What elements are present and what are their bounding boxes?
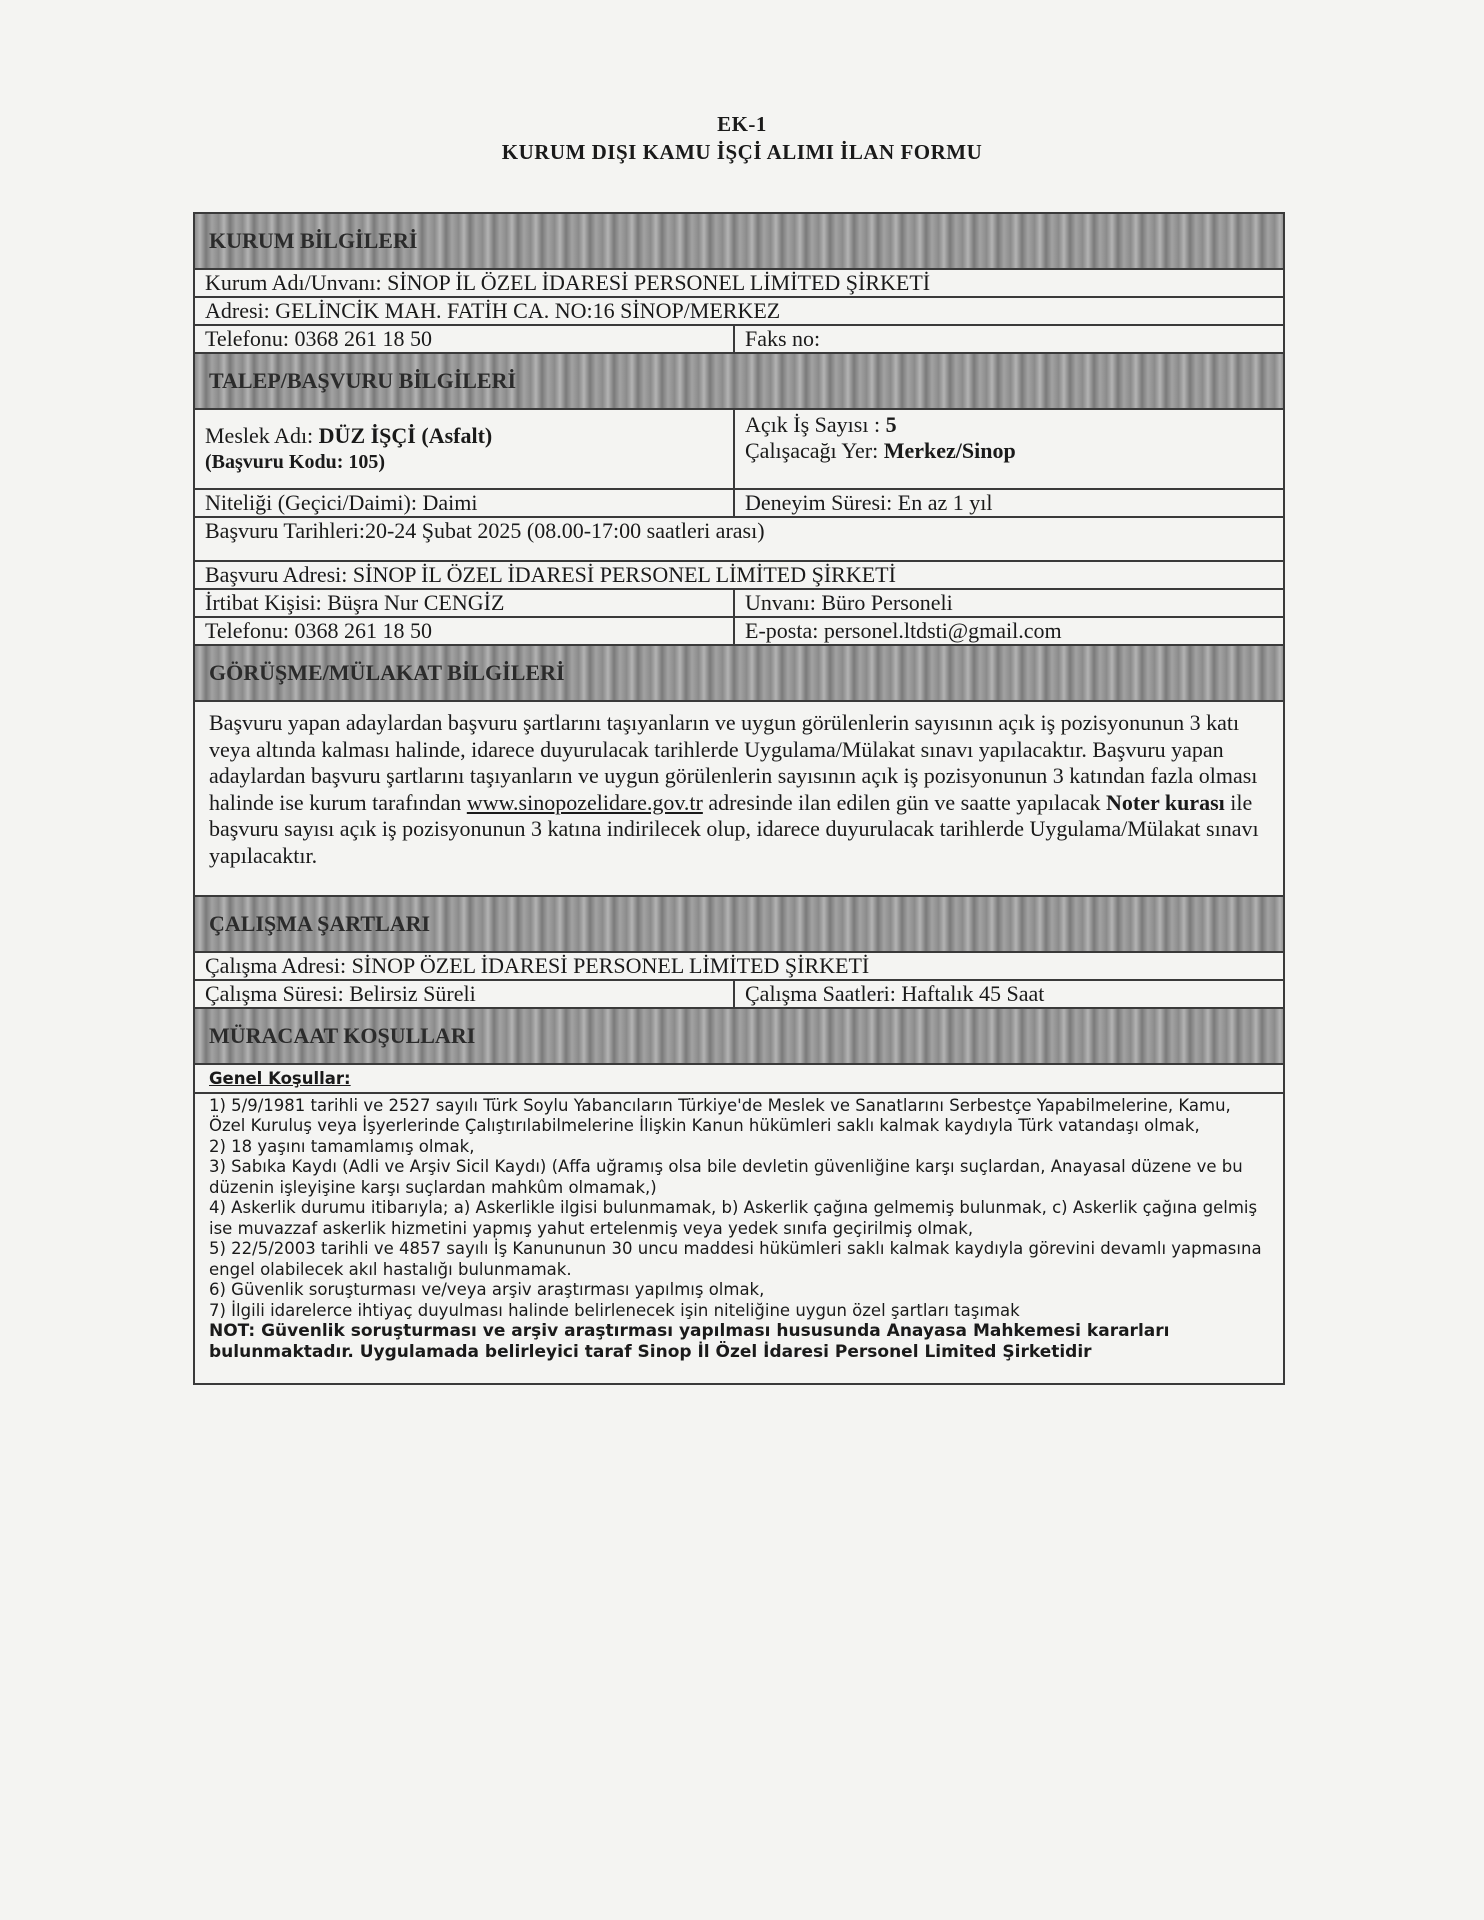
form-title: KURUM DIŞI KAMU İŞÇİ ALIMI İLAN FORMU bbox=[501, 140, 983, 164]
page-header bbox=[0, 110, 1484, 166]
yer-label: Çalışacağı Yer: bbox=[745, 438, 884, 463]
meslek-value: DÜZ İŞÇİ (Asfalt) bbox=[318, 423, 493, 448]
calisma-adres-row bbox=[195, 953, 1283, 981]
website-link[interactable]: www.sinopozelidare.gov.tr bbox=[466, 789, 703, 815]
meslek-row bbox=[195, 410, 1283, 490]
condition-item: 4) Askerlik durumu itibarıyla; a) Askerlikle ilgisi bulunmamak, b) Askerlik çağına gelmemiş bulunmak, c) Askerlik çağına gelmiş ise muvazzaf askerlik hizmetini yapmış yahut ertelenmiş veya yedek sınıfa geçirilmiş olmak, bbox=[209, 1198, 1258, 1238]
condition-item: 5) 22/5/2003 tarihli ve 4857 sayılı İş Kanununun 30 uncu maddesi hükümleri saklı kalmak kaydıyla görevini devamlı yapmasına engel olabilecek akıl hastalığı bulunmamak. bbox=[209, 1239, 1262, 1279]
yer-value: Merkez/Sinop bbox=[883, 438, 1016, 463]
kurum-phone: Telefonu: 0368 261 18 50 bbox=[195, 326, 735, 352]
irtibat-telefon: Telefonu: 0368 261 18 50 bbox=[195, 618, 735, 644]
kurum-name: Kurum Adı/Unvanı: SİNOP İL ÖZEL İDARESİ PERSONEL LİMİTED ŞİRKETİ bbox=[205, 270, 931, 295]
conditions-note: NOT: Güvenlik soruşturması ve arşiv araştırması yapılması hususunda Anayasa Mahkemesi kararları bulunmaktadır. Uygulamada belirleyici taraf Sinop İl Özel İdaresi Personel Limited Şirketidir bbox=[209, 1321, 1170, 1362]
genel-kosullar-title: Genel Koşullar: bbox=[195, 1069, 1283, 1094]
condition-item: 2) 18 yaşını tamamlamış olmak, bbox=[209, 1136, 475, 1156]
gorusme-text-part-1: Başvuru yapan adaylardan başvuru şartlarını taşıyanların ve uygun görülenlerin sayısının açık iş pozisyonunun 3 katı veya altında kalması halinde, idarece duyurulacak tarihlerde Uygulama/Mülakat sınavı yapılacaktır. Başvuru yapan adaylardan başvuru şartlarını taşıyanların ve uygun görülenlerin sayısının açık iş pozisyonunun 3 katından fazla olması halinde ise kurum tarafından bbox=[209, 710, 1258, 815]
condition-item: 1) 5/9/1981 tarihli ve 2527 sayılı Türk Soylu Yabancıların Türkiye'de Meslek ve Sanatlarını Serbestçe Yapabilmelerine, Kamu, Özel Kuruluş veya İşyerlerinde Çalıştırılabilmelerine İlişkin Kanun hükümleri saklı kalmak kaydıyla Türk vatandaşı olmak, bbox=[209, 1095, 1231, 1135]
meslek-line bbox=[205, 423, 723, 449]
calisma-suresi: Çalışma Süresi: Belirsiz Süreli bbox=[195, 981, 735, 1007]
irtibat-kisisi: İrtibat Kişisi: Büşra Nur CENGİZ bbox=[195, 590, 735, 616]
basvuru-kodu: (Başvuru Kodu: 105) bbox=[205, 451, 386, 473]
calisma-adresi: Çalışma Adresi: SİNOP ÖZEL İDARESİ PERSONEL LİMİTED ŞİRKETİ bbox=[205, 953, 870, 978]
kurum-name-row bbox=[195, 270, 1283, 298]
muracaat-conditions bbox=[195, 1065, 1283, 1383]
tarihler-row bbox=[195, 518, 1283, 562]
acik-is-cell bbox=[735, 410, 1283, 488]
acik-is-label: Açık İş Sayısı : bbox=[745, 412, 886, 437]
calisma-sure-row bbox=[195, 981, 1283, 1009]
section-calisma-heading: ÇALIŞMA ŞARTLARI bbox=[195, 897, 1283, 953]
condition-item: 3) Sabıka Kaydı (Adli ve Arşiv Sicil Kaydı) (Affa uğramış olsa bile devletin güvenliğine karşı suçlardan, Anayasal düzene ve bu düzenin işleyişine karşı suçlardan mahkûm olmamak,) bbox=[209, 1157, 1243, 1197]
noter-kurasi: Noter kurası bbox=[1106, 789, 1225, 815]
acik-is-line bbox=[745, 412, 1273, 438]
kurum-address: Adresi: GELİNCİK MAH. FATİH CA. NO:16 SİNOP/MERKEZ bbox=[205, 298, 781, 323]
gorusme-text-part-3: ile başvuru sayısı açık iş pozisyonunun 3 katına indirilecek olup, idarece duyurulacak tarihlerde Uygulama/Mülakat sınavı yapılacaktır. bbox=[209, 789, 1259, 868]
deneyim: Deneyim Süresi: En az 1 yıl bbox=[745, 490, 993, 515]
gorusme-text-part-2: adresinde ilan edilen gün ve saatte yapılacak bbox=[702, 789, 1107, 815]
irtibat-row bbox=[195, 590, 1283, 618]
yer-line bbox=[745, 438, 1273, 464]
section-kurum-heading: KURUM BİLGİLERİ bbox=[195, 214, 1283, 270]
basvuru-adresi: Başvuru Adresi: SİNOP İL ÖZEL İDARESİ PERSONEL LİMİTED ŞİRKETİ bbox=[205, 562, 896, 587]
irtibat-unvani: Unvanı: Büro Personeli bbox=[745, 590, 953, 615]
basvuru-adres-row bbox=[195, 562, 1283, 590]
kurum-address-row bbox=[195, 298, 1283, 326]
gorusme-text bbox=[195, 702, 1283, 897]
meslek-cell bbox=[195, 410, 735, 488]
announcement-form bbox=[193, 212, 1285, 1385]
meslek-label: Meslek Adı: bbox=[205, 423, 319, 448]
acik-is-value: 5 bbox=[885, 412, 897, 437]
basvuru-tarihleri: Başvuru Tarihleri:20-24 Şubat 2025 (08.00-17:00 saatleri arası) bbox=[205, 518, 765, 543]
irtibat-eposta: E-posta: personel.ltdsti@gmail.com bbox=[745, 618, 1062, 643]
irtibat-contact-row bbox=[195, 618, 1283, 646]
section-gorusme-heading: GÖRÜŞME/MÜLAKAT BİLGİLERİ bbox=[195, 646, 1283, 702]
nitelik-row bbox=[195, 490, 1283, 518]
form-code: EK-1 bbox=[717, 112, 767, 136]
niteligi: Niteliği (Geçici/Daimi): Daimi bbox=[195, 490, 735, 516]
calisma-saatleri: Çalışma Saatleri: Haftalık 45 Saat bbox=[745, 981, 1045, 1006]
section-talep-heading: TALEP/BAŞVURU BİLGİLERİ bbox=[195, 354, 1283, 410]
condition-item: 7) İlgili idarelerce ihtiyaç duyulması halinde belirlenecek işin niteliğine uygun özel şartları taşımak bbox=[209, 1300, 1020, 1320]
section-muracaat-heading: MÜRACAAT KOŞULLARI bbox=[195, 1009, 1283, 1065]
kurum-contact-row bbox=[195, 326, 1283, 354]
kurum-fax: Faks no: bbox=[745, 326, 821, 351]
condition-item: 6) Güvenlik soruşturması ve/veya arşiv araştırması yapılmış olmak, bbox=[209, 1280, 765, 1299]
